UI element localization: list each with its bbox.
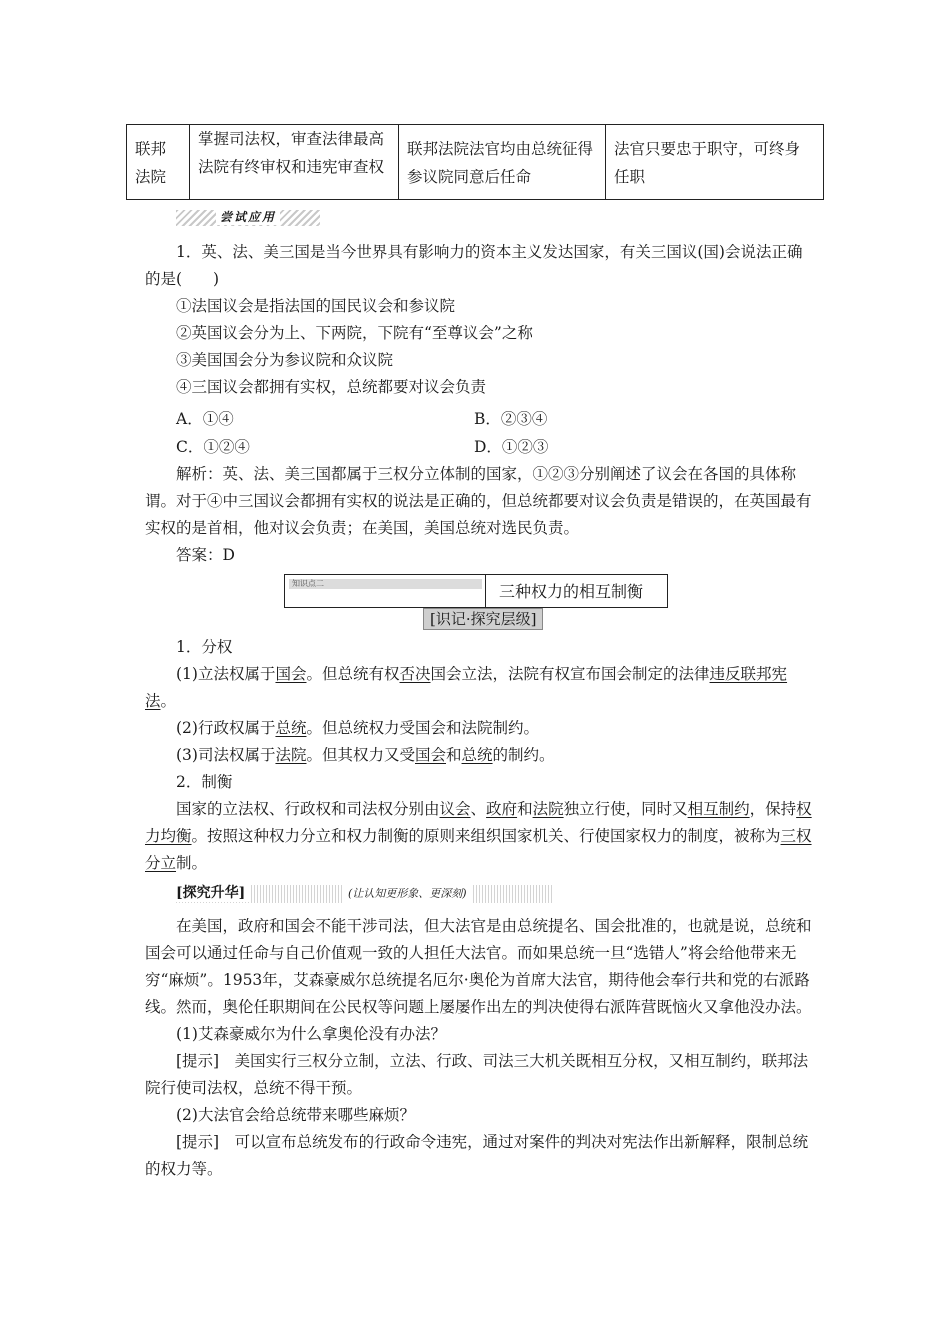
text: 国会立法，法院有权宣布国会制定的法律 [430, 665, 710, 683]
underlined-term: 总统 [275, 719, 307, 737]
paragraph [145, 742, 815, 769]
paragraph [145, 715, 815, 742]
paragraph: 在美国，政府和国会不能干涉司法，但大法官是由总统提名、国会批准的，也就是说，总统和国会可以通过任命与自己价值观一致的人担任大法官。而如果总统一旦“选错人”将会给他带来无穷“麻烦”。1953年，艾森豪威尔总统提名厄尔·奥伦为首席大法官，期待他会奉行共和党的右派路线。然而，奥伦任职期间在公民权等问题上屡屡作出左的判决使得右派阵营既恼火又拿他没办法。 [145, 917, 812, 1016]
sub-question: (2)大法官会给总统带来哪些麻烦？ [176, 1106, 415, 1124]
analysis-text: 解析：英、法、美三国都属于三权分立体制的国家，①②③分别阐述了议会在各国的具体称谓。对于④中三国议会都拥有实权的说法是正确的，但总统都要对议会负责是错误的，在英国最有实权的是首相，他对议会负责；在美国，美国总统对选民负责。 [145, 465, 812, 537]
text: (3)司法权属于 [176, 746, 276, 764]
underlined-term: 法院 [532, 800, 564, 818]
text: (2)行政权属于 [176, 719, 276, 737]
section-heading: 2．制衡 [176, 773, 233, 791]
sub-question: (1)艾森豪威尔为什么拿奥伦没有办法？ [176, 1025, 446, 1043]
table-cell: 掌握司法权，审查法律最高法院有终审权和违宪审查权 [190, 125, 399, 200]
hint: [提示] 美国实行三权分立制，立法、行政、司法三大机关既相互分权，又相互制约，联邦法院行使司法权，总统不得干预。 [145, 1052, 809, 1097]
table-cell: 联邦法院 [127, 125, 190, 200]
text: 。但总统有权 [306, 665, 400, 683]
text: 和 [517, 800, 533, 818]
text: 的制约。 [492, 746, 555, 764]
question-item: ③美国国会分为参议院和众议院 [176, 351, 394, 369]
question-item: ④三国议会都拥有实权，总统都要对议会负责 [176, 378, 487, 396]
underlined-term: 否决 [399, 665, 431, 683]
underlined-term: 三权分立 [145, 827, 812, 872]
underlined-term: 政府 [486, 800, 518, 818]
paragraph [145, 661, 815, 715]
question-item: ①法国议会是指法国的国民议会和参议院 [176, 297, 456, 315]
section-heading: 1．分权 [176, 638, 233, 656]
table-row [127, 125, 824, 200]
underlined-term: 总统 [461, 746, 493, 764]
underlined-term: 国会 [275, 665, 307, 683]
knowledge-point-box [284, 574, 668, 608]
knowledge-point-tag: 知识点二 [289, 579, 482, 589]
level-badge: [识记·探究层级] [423, 608, 543, 630]
underlined-term: 议会 [439, 800, 471, 818]
explore-label: [探究升华] [176, 884, 251, 902]
underlined-term: 违反联邦宪法 [145, 665, 788, 710]
text: (1)立法权属于 [176, 665, 276, 683]
underlined-term: 相互制约 [687, 800, 750, 818]
hint: [提示] 可以宣布总统发布的行政命令违宪，通过对案件的判决对宪法作出新解释，限制总统的权力等。 [145, 1133, 809, 1178]
question-item: ②英国议会分为上、下两院，下院有“至尊议会”之称 [176, 324, 533, 342]
option-b: B．②③④ [474, 410, 548, 428]
answer-text: 答案：D [176, 546, 235, 564]
text: 制。 [176, 854, 208, 872]
paragraph [145, 796, 815, 877]
underlined-term: 国会 [415, 746, 447, 764]
underlined-term: 法院 [275, 746, 307, 764]
try-apply-banner [176, 210, 320, 226]
option-c: C．①②④ [176, 438, 250, 456]
table-cell: 法官只要忠于职守，可终身任职 [606, 125, 824, 200]
question-stem: 1．英、法、美三国是当今世界具有影响力的资本主义发达国家，有关三国议(国)会说法正确的是( ) [145, 243, 803, 288]
text: 和 [446, 746, 462, 764]
divider [485, 575, 486, 607]
text: 。 [160, 692, 177, 710]
banner-label: 尝试应用 [216, 209, 280, 225]
table-cell: 联邦法院法官均由总统征得参议院同意后任命 [399, 125, 606, 200]
text: ，保持 [749, 800, 797, 818]
explore-banner [176, 885, 552, 903]
text: 。但总统权力受国会和法院制约。 [306, 719, 539, 737]
text: 。但其权力又受 [306, 746, 415, 764]
explore-section [145, 913, 815, 1183]
option-d: D．①②③ [474, 438, 549, 456]
court-table [126, 124, 824, 200]
text: 、 [470, 800, 487, 818]
text: 。按照这种权力分立和权力制衡的原则来组织国家机关、行使国家权力的制度，被称为 [191, 827, 781, 845]
underlined-term: 权力均衡 [145, 800, 812, 845]
text: 国家的立法权、行政权和司法权分别由 [176, 800, 440, 818]
option-a: A．①④ [176, 410, 234, 428]
question-block [145, 239, 815, 401]
knowledge-point-title: 三种权力的相互制衡 [499, 582, 644, 601]
fenquan-section [145, 634, 815, 877]
analysis-block [145, 461, 815, 569]
explore-subtitle: (让认知更形象、更深刻) [342, 885, 473, 903]
text: 独立行使，同时又 [563, 800, 688, 818]
